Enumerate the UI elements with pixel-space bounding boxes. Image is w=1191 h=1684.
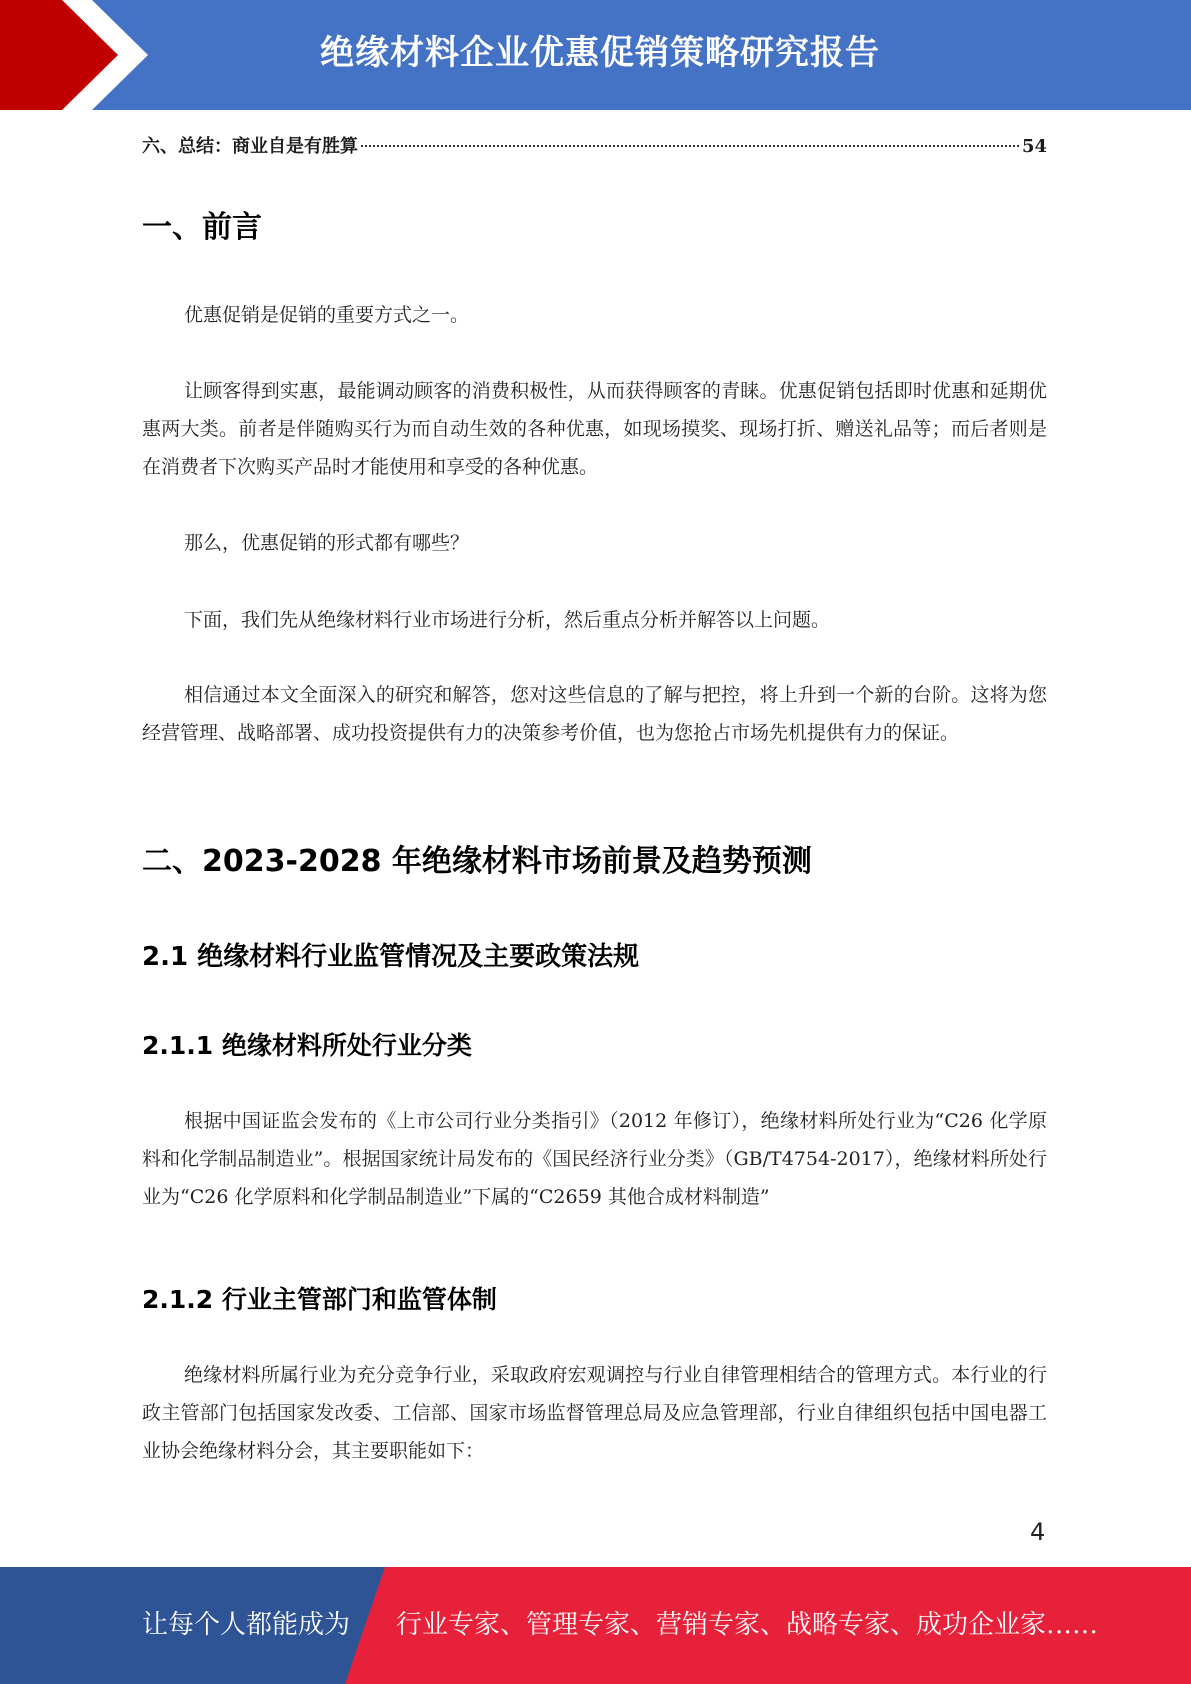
subsubsection-heading: 2.1.2 行业主管部门和监管体制 — [142, 1285, 497, 1314]
paragraph: 绝缘材料所属行业为充分竞争行业，采取政府宏观调控与行业自律管理相结合的管理方式。本行业的行政主管部门包括国家发改委、工信部、国家市场监督管理总局及应急管理部，行业自律组织包括中国电器工业协会绝缘材料分会，其主要职能如下： — [142, 1364, 1047, 1462]
page-number: 4 — [1030, 1518, 1046, 1546]
paragraph: 让顾客得到实惠，最能调动顾客的消费积极性，从而获得顾客的青睐。优惠促销包括即时优惠和延期优惠两大类。前者是伴随购买行为而自动生效的各种优惠，如现场摸奖、现场打折、赠送礼品等；而后者则是在消费者下次购买产品时才能使用和享受的各种优惠。 — [142, 380, 1047, 478]
subsection-heading: 2.1 绝缘材料行业监管情况及主要政策法规 — [142, 942, 640, 972]
toc-leader-dots — [361, 145, 1019, 147]
paragraph: 那么，优惠促销的形式都有哪些？ — [184, 532, 470, 554]
toc-entry[interactable] — [142, 132, 1047, 162]
subsubsection-heading: 2.1.1 绝缘材料所处行业分类 — [142, 1031, 472, 1060]
header-title: 绝缘材料企业优惠促销策略研究报告 — [320, 33, 880, 73]
paragraph: 相信通过本文全面深入的研究和解答，您对这些信息的了解与把控，将上升到一个新的台阶。这将为您经营管理、战略部署、成功投资提供有力的决策参考价值，也为您抢占市场先机提供有力的保证。 — [142, 684, 1047, 744]
paragraph: 优惠促销是促销的重要方式之一。 — [184, 304, 470, 326]
footer-slogan-right: 行业专家、管理专家、营销专家、战略专家、成功企业家…… — [396, 1610, 1099, 1640]
page-footer — [0, 1567, 1191, 1684]
toc-entry-label: 六、总结：商业自是有胜算 — [142, 136, 358, 157]
paragraph: 下面，我们先从绝缘材料行业市场进行分析，然后重点分析并解答以上问题。 — [184, 609, 831, 631]
header-arrow-decoration — [0, 0, 160, 110]
section-heading-intro: 一、前言 — [142, 210, 262, 245]
footer-slogan-left: 让每个人都能成为 — [142, 1610, 351, 1640]
paragraph: 根据中国证监会发布的《上市公司行业分类指引》（2012 年修订），绝缘材料所处行业为“C26 化学原料和化学制品制造业”。根据国家统计局发布的《国民经济行业分类》（GB/T4754-2017），绝缘材料所处行业为“C26 化学原料和化学制品制造业”下属的“C2659 其他合成材料制造” — [142, 1110, 1047, 1208]
toc-entry-page: 54 — [1021, 136, 1047, 157]
page-header — [0, 0, 1191, 110]
chapter-heading: 二、2023-2028 年绝缘材料市场前景及趋势预测 — [142, 844, 812, 879]
